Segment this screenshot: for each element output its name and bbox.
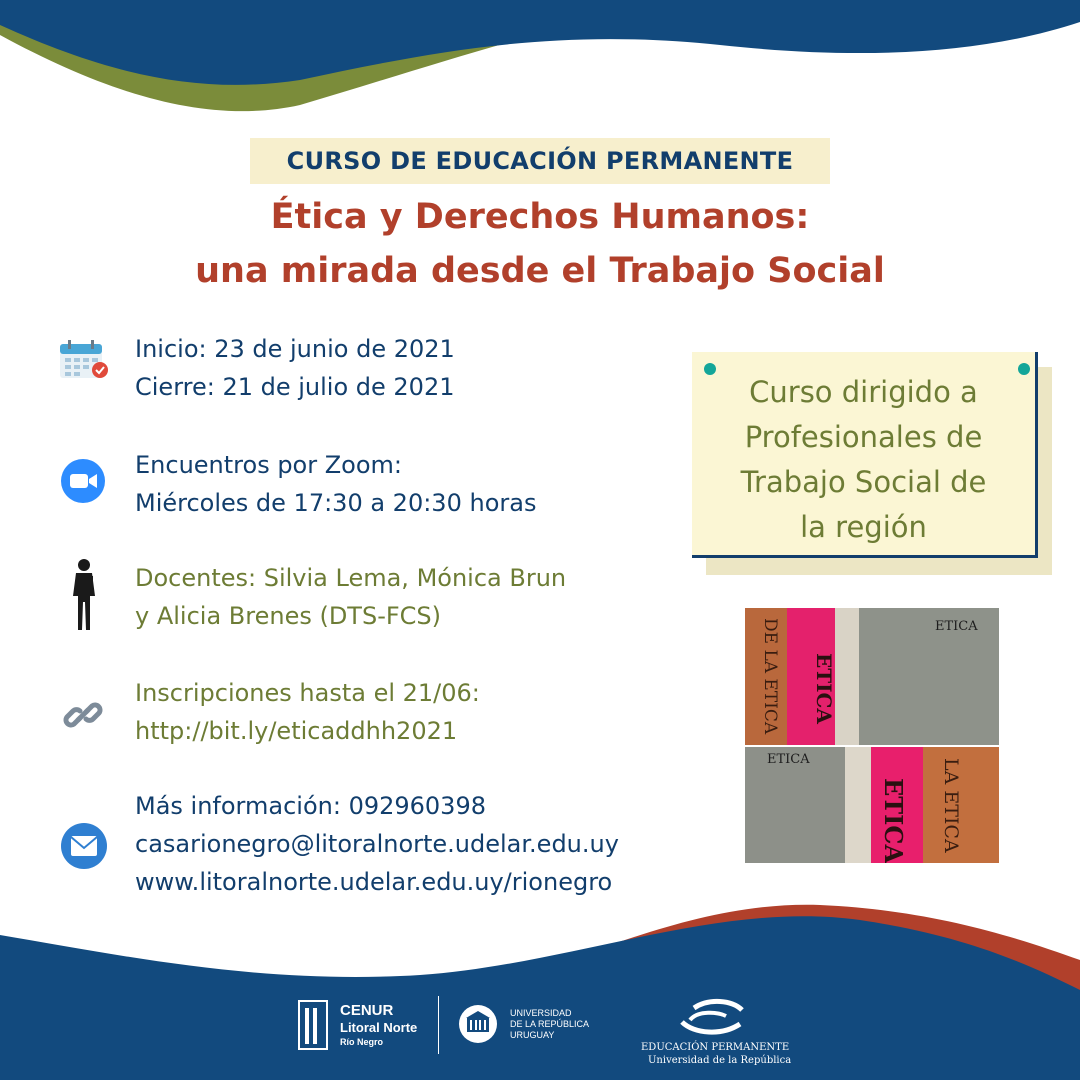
pin-right: [1018, 363, 1030, 375]
registration-deadline: Inscripciones hasta el 21/06:: [135, 679, 480, 707]
photo-cover-2: ETICA: [767, 752, 810, 767]
audience-note: [692, 352, 1038, 558]
cenur-name: CENUR: [340, 1002, 394, 1019]
course-title-line-1: Ética y Derechos Humanos:: [270, 197, 810, 237]
cenur-location: Río Negro: [340, 1037, 384, 1047]
teachers-line-2: y Alicia Brenes (DTS-FCS): [135, 602, 442, 630]
zoom-schedule: Miércoles de 17:30 a 20:30 horas: [135, 489, 537, 517]
dates-block: [135, 330, 455, 406]
note-line-2: Profesionales de: [744, 419, 983, 454]
registration-block: [135, 674, 480, 750]
envelope-icon: [60, 822, 108, 870]
footer-logos: [0, 990, 1080, 1070]
books-photo: [745, 608, 999, 863]
note-line-4: la región: [800, 509, 927, 544]
contact-block: [135, 787, 619, 901]
top-navy-wave: [0, 0, 1080, 85]
start-date: Inicio: 23 de junio de 2021: [135, 335, 455, 363]
photo-spine-3: ETICA: [879, 778, 908, 863]
link-icon: [62, 694, 104, 736]
ep-title: EDUCACIÓN PERMANENTE: [641, 1042, 790, 1053]
cenur-logo-icon: [298, 1000, 328, 1050]
calendar-icon: [58, 338, 110, 382]
person-icon: [66, 558, 102, 632]
video-camera-icon: [60, 458, 106, 504]
photo-cover-1: ETICA: [935, 619, 978, 634]
note-line-3: Trabajo Social de: [740, 464, 987, 499]
registration-link[interactable]: http://bit.ly/eticaddhh2021: [135, 717, 458, 745]
teachers-line-1: Docentes: Silvia Lema, Mónica Brun: [135, 564, 567, 592]
udelar-line-1: UNIVERSIDAD: [510, 1008, 572, 1018]
course-title-line-2: una mirada desde el Trabajo Social: [195, 251, 885, 291]
zoom-meetings: Encuentros por Zoom:: [135, 451, 403, 479]
note-line-1: Curso dirigido a: [749, 374, 978, 409]
course-type-badge: CURSO DE EDUCACIÓN PERMANENTE: [250, 138, 830, 184]
photo-spine-1: DE LA ETICA: [760, 618, 780, 735]
photo-spine-2: ETICA: [812, 653, 836, 724]
end-date: Cierre: 21 de julio de 2021: [135, 373, 455, 401]
phone-info: Más información: 092960398: [135, 792, 486, 820]
contact-email[interactable]: casarionegro@litoralnorte.udelar.edu.uy: [135, 830, 619, 858]
footer-divider: [438, 996, 439, 1054]
ep-subtitle: Universidad de la República: [648, 1055, 792, 1066]
pin-left: [704, 363, 716, 375]
udelar-line-2: DE LA REPÚBLICA: [510, 1019, 590, 1029]
cenur-subtitle: Litoral Norte: [340, 1020, 418, 1035]
zoom-block: [135, 446, 536, 522]
udelar-line-3: URUGUAY: [510, 1030, 555, 1040]
contact-website[interactable]: www.litoralnorte.udelar.edu.uy/rionegro: [135, 868, 613, 896]
teachers-block: [135, 559, 566, 635]
udelar-seal-icon: [458, 1004, 498, 1044]
educacion-permanente-logo-icon: [674, 998, 750, 1038]
photo-spine-4: LA ETICA: [940, 758, 962, 853]
